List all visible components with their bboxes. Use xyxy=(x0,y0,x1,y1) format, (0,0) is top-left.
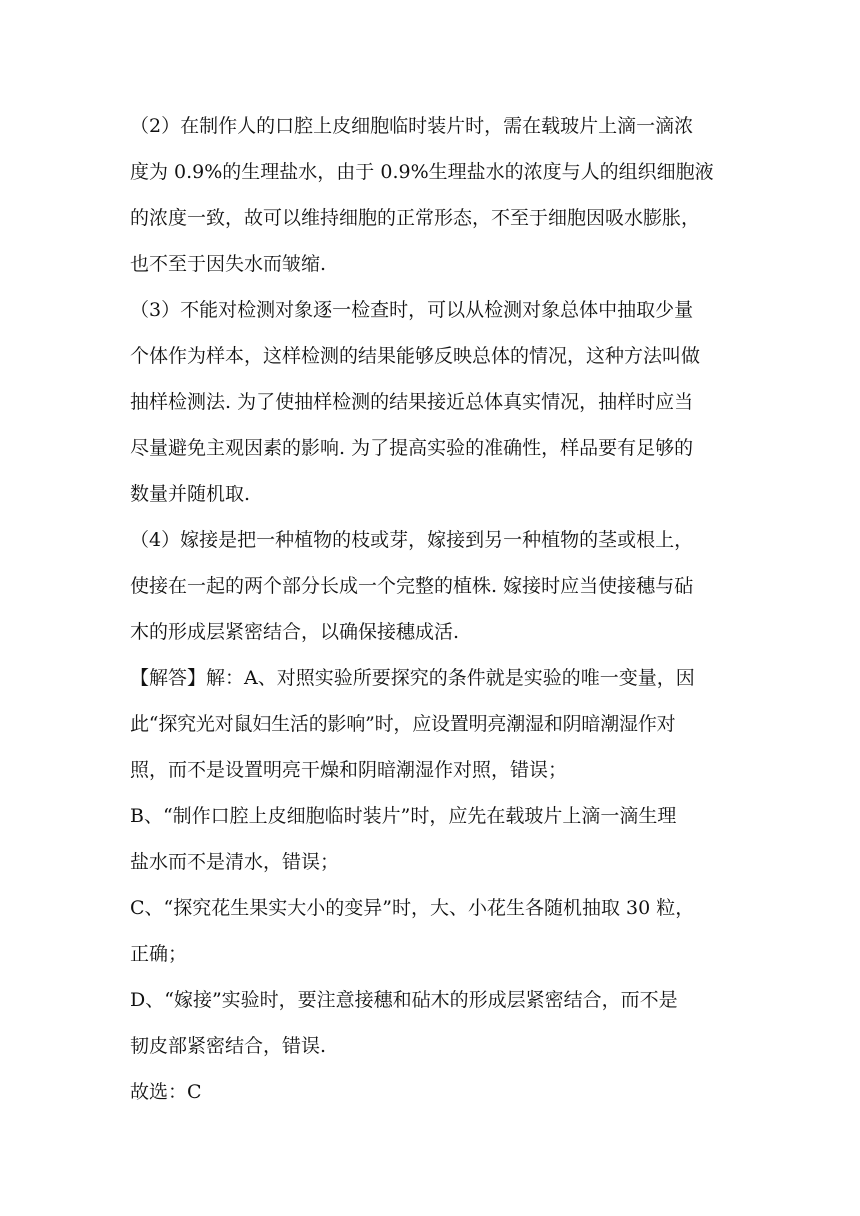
text-line: 木的形成层紧密结合，以确保接穗成活. xyxy=(130,621,460,643)
text-line: 尽量避免主观因素的影响. 为了提高实验的准确性，样品要有足够的 xyxy=(130,437,694,459)
text-line: 的浓度一致，故可以维持细胞的正常形态，不至于细胞因吸水膨胀， xyxy=(130,207,701,229)
text-line: 照，而不是设置明亮干燥和阴暗潮湿作对照，错误； xyxy=(130,759,568,781)
text-line: 度为 0.9%的生理盐水，由于 0.9%生理盐水的浓度与人的组织细胞液 xyxy=(130,161,714,183)
text-line: 【解答】解：A、对照实验所要探究的条件就是实验的唯一变量，因 xyxy=(130,667,695,689)
text-line: （3）不能对检测对象逐一检查时，可以从检测对象总体中抽取少量 xyxy=(130,299,694,321)
text-line: B、“制作口腔上皮细胞临时装片”时，应先在载玻片上滴一滴生理 xyxy=(130,805,677,827)
text-line: 抽样检测法. 为了使抽样检测的结果接近总体真实情况，抽样时应当 xyxy=(130,391,694,413)
text-line: 个体作为样本，这样检测的结果能够反映总体的情况，这种方法叫做 xyxy=(130,345,701,367)
text-line: 正确； xyxy=(130,943,188,965)
text-line: 此“探究光对鼠妇生活的影响”时，应设置明亮潮湿和阴暗潮湿作对 xyxy=(130,713,676,735)
text-line: 盐水而不是清水，错误； xyxy=(130,851,340,873)
text-line: C、“探究花生果实大小的变异”时，大、小花生各随机抽取 30 粒， xyxy=(130,897,695,919)
text-line: （2）在制作人的口腔上皮细胞临时装片时，需在载玻片上滴一滴浓 xyxy=(130,115,694,137)
text-line: 也不至于因失水而皱缩. xyxy=(130,253,327,275)
text-line: 使接在一起的两个部分长成一个完整的植株. 嫁接时应当使接穗与砧 xyxy=(130,575,694,597)
text-line: （4）嫁接是把一种植物的枝或芽，嫁接到另一种植物的茎或根上， xyxy=(130,529,694,551)
text-line: 故选：C xyxy=(130,1081,202,1103)
text-line: 韧皮部紧密结合，错误. xyxy=(130,1035,327,1057)
text-line: D、“嫁接”实验时，要注意接穗和砧木的形成层紧密结合，而不是 xyxy=(130,989,678,1011)
text-line: 数量并随机取. xyxy=(130,483,251,505)
